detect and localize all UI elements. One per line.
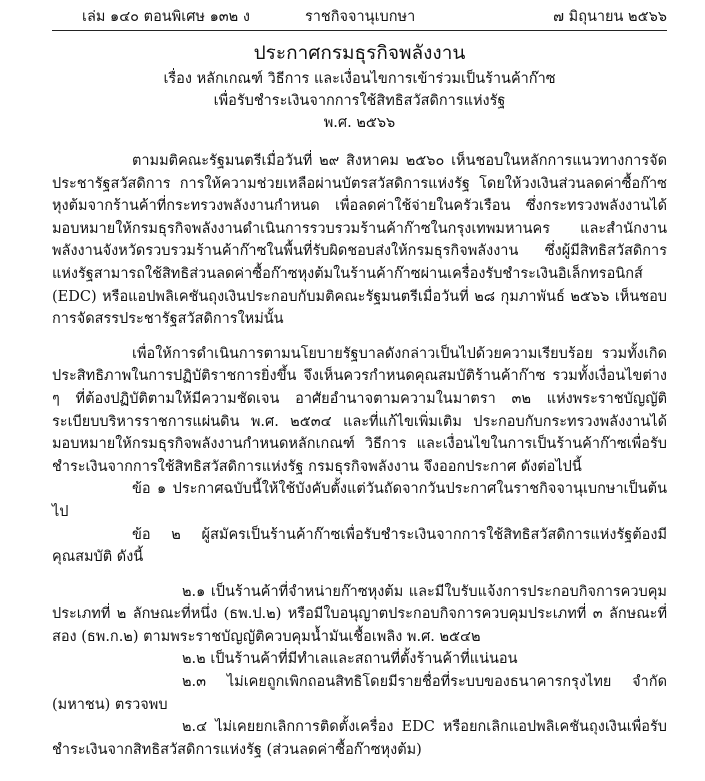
announcement-body bbox=[52, 150, 667, 761]
clause-2: ข้อ ๒ ผู้สมัครเป็นร้านค้าก๊าซเพื่อรับชำระเงินจากการใช้สิทธิสวัสดิการแห่งรัฐต้องมีคุณสมบัติ ดังนี้ bbox=[52, 526, 667, 566]
announcement-title-block bbox=[52, 38, 667, 134]
header-divider bbox=[52, 30, 667, 31]
publication-date: ๗ มิถุนายน ๒๕๖๖ bbox=[553, 9, 667, 25]
page-header bbox=[52, 6, 667, 28]
announcement-year: พ.ศ. ๒๕๖๖ bbox=[323, 115, 396, 131]
item-2-1: ๒.๑ เป็นร้านค้าที่จำหน่ายก๊าซหุงต้ม และมีใบรับแจ้งการประกอบกิจการควบคุมประเภทที่ ๒ ลักษณะที่หนึ่ง (ธพ.ป.๒) หรือมีใบอนุญาตประกอบกิจการควบคุมประเภทที่ ๓ ลักษณะที่สอง (ธพ.ก.๒) ตามพระราชบัญญัติควบคุมน้ำมันเชื้อเพลิง พ.ศ. ๒๕๔๒ bbox=[52, 583, 667, 645]
subject-line-1: เรื่อง หลักเกณฑ์ วิธีการ และเงื่อนไขการเข้าร่วมเป็นร้านค้าก๊าซ bbox=[163, 71, 556, 87]
volume-issue: เล่ม ๑๔๐ ตอนพิเศษ ๑๓๒ ง bbox=[82, 9, 250, 25]
subject-line-2: เพื่อรับชำระเงินจากการใช้สิทธิสวัสดิการแห่งรัฐ bbox=[213, 93, 506, 109]
paragraph-1: ตามมติคณะรัฐมนตรีเมื่อวันที่ ๒๙ สิงหาคม ๒๕๖๐ เห็นชอบในหลักการแนวทางการจัดประชารัฐสวัสดิการ การให้ความช่วยเหลือผ่านบัตรสวัสดิการแห่งรัฐ โดยให้วงเงินส่วนลดค่าซื้อก๊าซหุงต้มจากร้านค้าที่กระทรวงพลังงานกำหนด เพื่อลดค่าใช้จ่ายในครัวเรือน ซึ่งกระทรวงพลังงานได้มอบหมายให้กรมธุรกิจพลังงานดำเนินการรวบรวมร้านค้าก๊าซในกรุงเทพมหานคร และสำนักงานพลังงานจังหวัดรวบรวมร้านค้าก๊าซในพื้นที่รับผิดชอบส่งให้กรมธุรกิจพลังงาน ซึ่งผู้มีสิทธิสวัสดิการแห่งรัฐสามารถใช้สิทธิส่วนลดค่าซื้อก๊าซหุงต้มในร้านค้าก๊าซผ่านเครื่องรับชำระเงินอิเล็กทรอนิกส์ (EDC) หรือแอปพลิเคชันถุงเงินประกอบกับมติคณะรัฐมนตรีเมื่อวันที่ ๒๘ กุมภาพันธ์ ๒๕๖๖ เห็นชอบการจัดสรรประชารัฐสวัสดิการใหม่นั้น bbox=[52, 153, 667, 328]
gazette-name: ราชกิจจานุเบกษา bbox=[305, 9, 416, 25]
clause-1: ข้อ ๑ ประกาศฉบับนี้ให้ใช้บังคับตั้งแต่วันถัดจากวันประกาศในราชกิจจานุเบกษาเป็นต้นไป bbox=[52, 481, 667, 520]
item-2-2: ๒.๒ เป็นร้านค้าที่มีทำเลและสถานที่ตั้งร้านค้าที่แน่นอน bbox=[182, 651, 518, 668]
announcement-title: ประกาศกรมธุรกิจพลังงาน bbox=[253, 42, 466, 64]
item-2-3: ๒.๓ ไม่เคยถูกเพิกถอนสิทธิโดยมีรายชื่อที่ระบบของธนาคารกรุงไทย จำกัด (มหาชน) ตรวจพบ bbox=[52, 674, 667, 713]
item-2-4: ๒.๔ ไม่เคยยกเลิกการติดตั้งเครื่อง EDC หรือยกเลิกแอปพลิเคชันถุงเงินเพื่อรับชำระเงินจากสิทธิสวัสดิการแห่งรัฐ (ส่วนลดค่าซื้อก๊าซหุงต้ม) bbox=[52, 719, 667, 758]
paragraph-2: เพื่อให้การดำเนินการตามนโยบายรัฐบาลดังกล่าวเป็นไปด้วยความเรียบร้อย รวมทั้งเกิดประสิทธิภาพในการปฏิบัติราชการยิ่งขึ้น จึงเห็นควรกำหนดคุณสมบัติร้านค้าก๊าซ รวมทั้งเงื่อนไขต่าง ๆ ที่ต้องปฏิบัติตามให้มีความชัดเจน อาศัยอำนาจตามความในมาตรา ๓๒ แห่งพระราชบัญญัติระเบียบบริหารราชการแผ่นดิน พ.ศ. ๒๕๓๔ และที่แก้ไขเพิ่มเติม ประกอบกับกระทรวงพลังงานได้มอบหมายให้กรมธุรกิจพลังงานกำหนดหลักเกณฑ์ วิธีการ และเงื่อนไขในการเป็นร้านค้าก๊าซเพื่อรับชำระเงินจากการใช้สิทธิสวัสดิการแห่งรัฐ กรมธุรกิจพลังงาน จึงออกประกาศ ดังต่อไปนี้ bbox=[52, 345, 667, 475]
